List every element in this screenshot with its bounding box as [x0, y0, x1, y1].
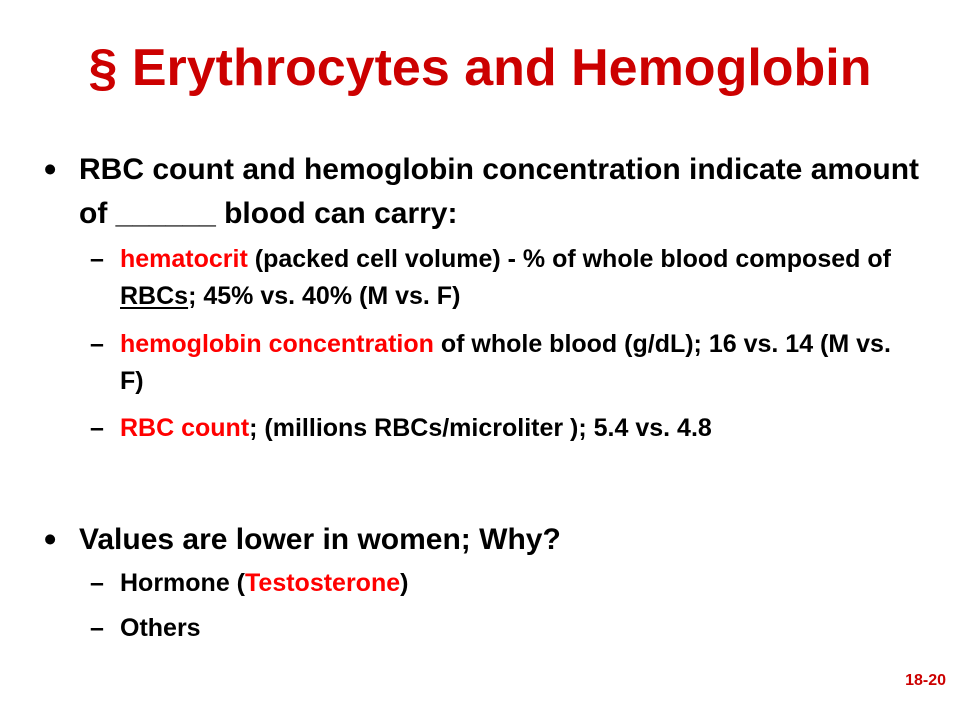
sub-item-rbc-count	[120, 410, 920, 447]
sub-marker: –	[90, 414, 104, 442]
bullet-values-lower-women: Values are lower in women; Why?	[79, 523, 561, 556]
hormone-label: Hormone (	[120, 569, 245, 597]
sub-marker: –	[90, 569, 104, 597]
sub-marker: –	[90, 245, 104, 273]
hemoglobin-description: of whole blood (g/dL); 16 vs. 14 (M vs. F)	[120, 330, 891, 395]
sub-marker: –	[90, 614, 104, 642]
sub-item-hormone	[120, 565, 920, 602]
sub-item-hemoglobin-concentration	[120, 326, 920, 400]
page-number: 18-20	[905, 672, 946, 689]
slide-title: § Erythrocytes and Hemoglobin	[88, 39, 872, 97]
bullet-rbc-count-hemoglobin: RBC count and hemoglobin concentration indicate amount of ______ blood can carry:	[79, 153, 920, 230]
bullet-marker: •	[44, 520, 57, 559]
hematocrit-description: (packed cell volume) - % of whole blood composed of	[247, 245, 891, 273]
sub-item-others: Others	[120, 614, 201, 642]
term-hematocrit: hematocrit	[120, 245, 248, 273]
term-hemoglobin-concentration: hemoglobin concentration	[120, 330, 434, 358]
hematocrit-values: ; 45% vs. 40% (M vs. F)	[188, 282, 461, 310]
bullet-marker: •	[44, 150, 57, 189]
term-rbcs: RBCs	[120, 282, 189, 310]
hormone-close-paren: )	[400, 569, 409, 597]
term-rbc-count: RBC count	[120, 414, 250, 442]
sub-item-hematocrit	[120, 241, 920, 315]
term-testosterone: Testosterone	[245, 569, 401, 597]
rbc-count-description: ; (millions RBCs/microliter ); 5.4 vs. 4.8	[249, 414, 712, 442]
sub-marker: –	[90, 330, 104, 358]
